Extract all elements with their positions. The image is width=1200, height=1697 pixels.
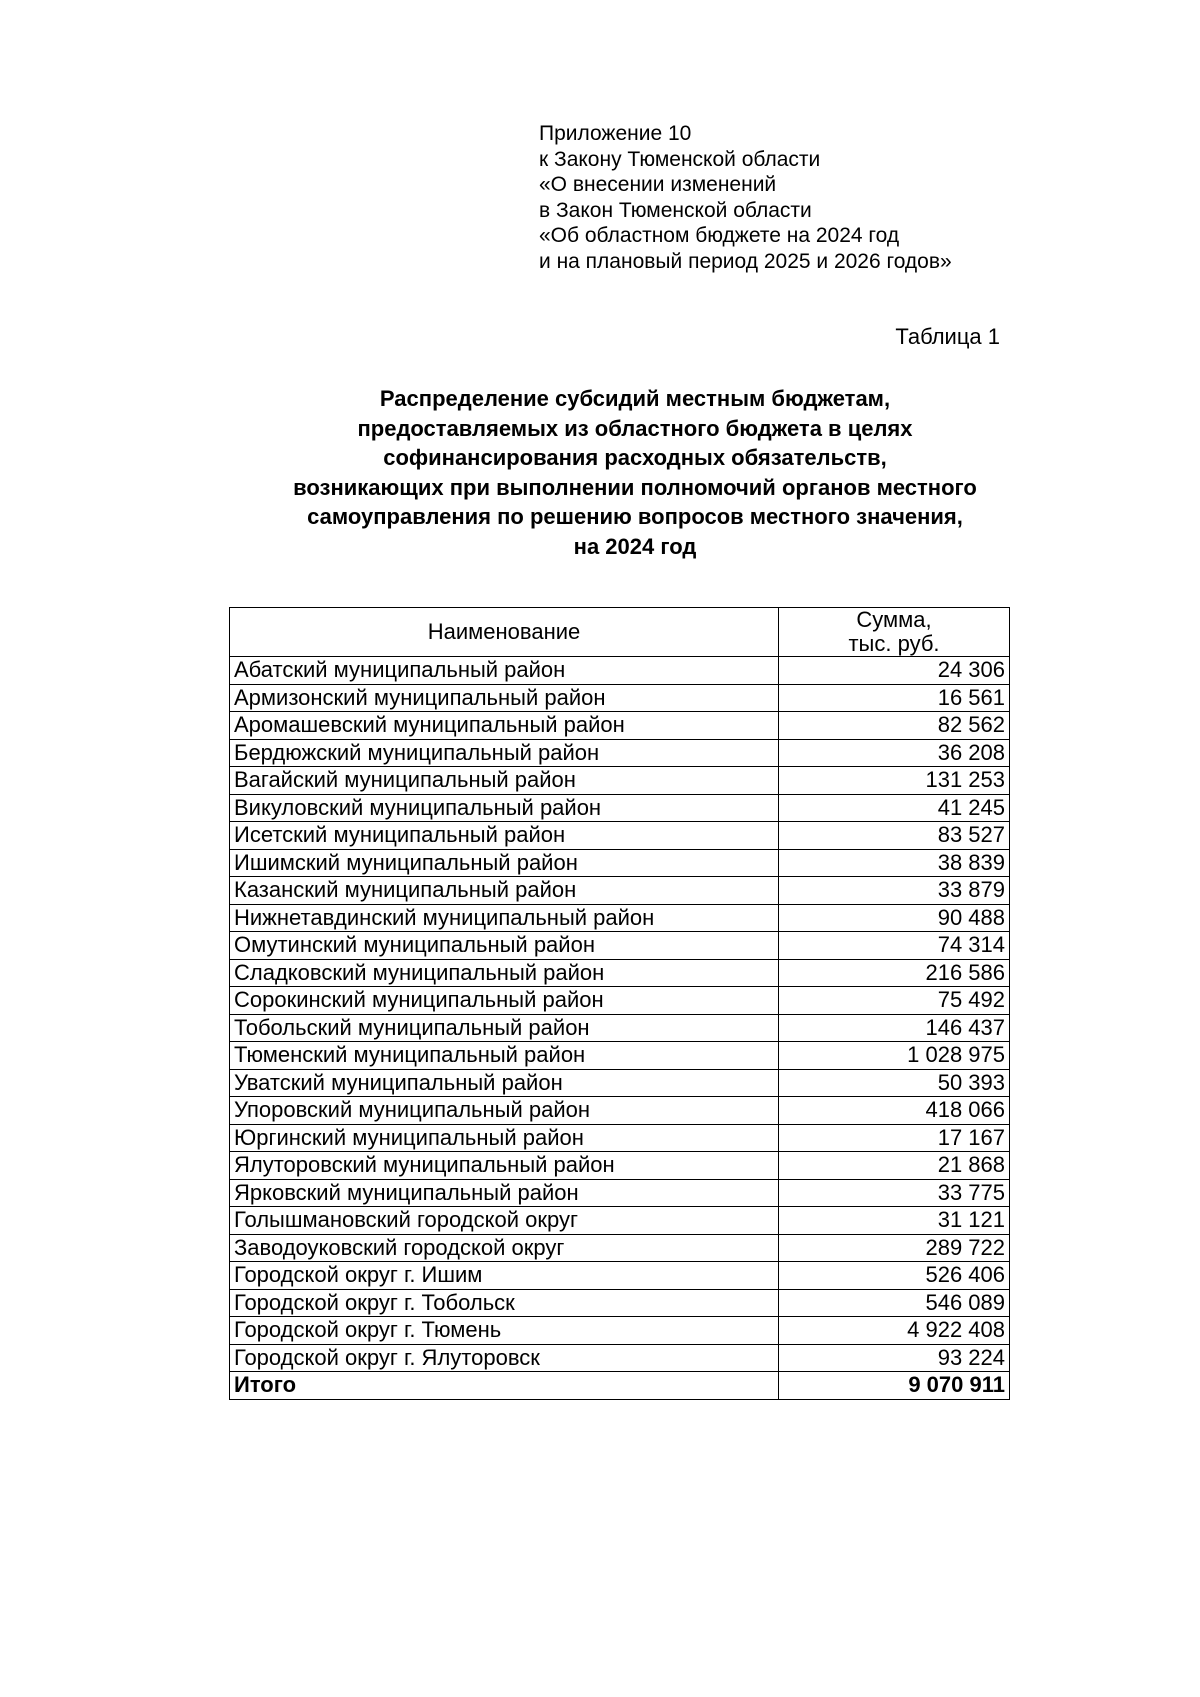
row-name: Омутинский муниципальный район: [230, 932, 779, 960]
row-name: Исетский муниципальный район: [230, 822, 779, 850]
annex-line: к Закону Тюменской области: [539, 147, 821, 171]
header-name: Наименование: [230, 608, 779, 657]
row-value: 24 306: [779, 657, 1010, 685]
row-value: 90 488: [779, 904, 1010, 932]
row-value: 82 562: [779, 712, 1010, 740]
table-row: [230, 712, 1010, 740]
row-value: 41 245: [779, 794, 1010, 822]
row-name: Викуловский муниципальный район: [230, 794, 779, 822]
row-value: 526 406: [779, 1262, 1010, 1290]
row-name: Заводоуковский городской округ: [230, 1234, 779, 1262]
row-value: 83 527: [779, 822, 1010, 850]
table-row: [230, 684, 1010, 712]
row-value: 33 775: [779, 1179, 1010, 1207]
row-name: Аромашевский муниципальный район: [230, 712, 779, 740]
annex-line: и на плановый период 2025 и 2026 годов»: [539, 249, 952, 273]
table-row: [230, 932, 1010, 960]
table-row: [230, 1124, 1010, 1152]
row-name: Казанский муниципальный район: [230, 877, 779, 905]
annex-line: Приложение 10: [539, 122, 692, 145]
row-value: 146 437: [779, 1014, 1010, 1042]
title-line: возникающих при выполнении полномочий органов местного: [293, 474, 977, 500]
table-row: [230, 1289, 1010, 1317]
table-row: [230, 1152, 1010, 1180]
row-name: Абатский муниципальный район: [230, 657, 779, 685]
row-value: 16 561: [779, 684, 1010, 712]
row-value: 31 121: [779, 1207, 1010, 1235]
header-row: [230, 608, 1010, 657]
header-sum-line: Сумма,: [856, 607, 932, 632]
row-name: Городской округ г. Тюмень: [230, 1317, 779, 1345]
row-value: 216 586: [779, 959, 1010, 987]
table-row: [230, 959, 1010, 987]
table-row: [230, 904, 1010, 932]
table-row: [230, 1262, 1010, 1290]
row-value: 74 314: [779, 932, 1010, 960]
header-sum-unit: тыс. руб.: [848, 631, 940, 656]
row-name: Нижнетавдинский муниципальный район: [230, 904, 779, 932]
table-row: [230, 849, 1010, 877]
table-row: [230, 822, 1010, 850]
row-value: 33 879: [779, 877, 1010, 905]
title-line: самоуправления по решению вопросов местного значения,: [307, 504, 963, 529]
row-name: Тобольский муниципальный район: [230, 1014, 779, 1042]
row-name: Вагайский муниципальный район: [230, 767, 779, 795]
row-name: Сорокинский муниципальный район: [230, 987, 779, 1015]
total-row: [230, 1372, 1010, 1400]
row-value: 75 492: [779, 987, 1010, 1015]
row-name: Юргинский муниципальный район: [230, 1124, 779, 1152]
title-line: софинансирования расходных обязательств,: [383, 445, 887, 470]
row-value: 546 089: [779, 1289, 1010, 1317]
table-row: [230, 1207, 1010, 1235]
row-name: Городской округ г. Ялуторовск: [230, 1344, 779, 1372]
row-name: Городской округ г. Ишим: [230, 1262, 779, 1290]
subsidy-table: [229, 607, 1010, 1400]
row-name: Городской округ г. Тобольск: [230, 1289, 779, 1317]
row-name: Бердюжский муниципальный район: [230, 739, 779, 767]
table-row: [230, 1179, 1010, 1207]
row-value: 50 393: [779, 1069, 1010, 1097]
table-row: [230, 657, 1010, 685]
annex-header: [539, 121, 952, 275]
annex-line: «О внесении изменений: [539, 173, 777, 197]
table-label: Таблица 1: [895, 324, 1000, 349]
row-value: 131 253: [779, 767, 1010, 795]
table-row: [230, 1344, 1010, 1372]
table-row: [230, 1042, 1010, 1070]
title-line: на 2024 год: [573, 533, 697, 559]
table-row: [230, 1014, 1010, 1042]
table-row: [230, 987, 1010, 1015]
row-value: 36 208: [779, 739, 1010, 767]
table-row: [230, 1097, 1010, 1125]
row-name: Голышмановский городской округ: [230, 1207, 779, 1235]
row-value: 17 167: [779, 1124, 1010, 1152]
annex-line: «Об областном бюджете на 2024 год: [539, 224, 900, 248]
total-value: 9 070 911: [779, 1372, 1010, 1400]
row-value: 418 066: [779, 1097, 1010, 1125]
annex-line: в Закон Тюменской области: [539, 198, 812, 222]
row-value: 38 839: [779, 849, 1010, 877]
row-name: Тюменский муниципальный район: [230, 1042, 779, 1070]
table-row: [230, 767, 1010, 795]
title-line: предоставляемых из областного бюджета в целях: [357, 415, 913, 441]
row-value: 21 868: [779, 1152, 1010, 1180]
table-row: [230, 794, 1010, 822]
table-row: [230, 1317, 1010, 1345]
row-name: Армизонский муниципальный район: [230, 684, 779, 712]
row-name: Уватский муниципальный район: [230, 1069, 779, 1097]
table-row: [230, 1234, 1010, 1262]
row-value: 289 722: [779, 1234, 1010, 1262]
row-name: Упоровский муниципальный район: [230, 1097, 779, 1125]
table-header: [230, 608, 1010, 657]
table-row: [230, 739, 1010, 767]
row-name: Ялуторовский муниципальный район: [230, 1152, 779, 1180]
row-value: 93 224: [779, 1344, 1010, 1372]
row-name: Сладковский муниципальный район: [230, 959, 779, 987]
row-value: 4 922 408: [779, 1317, 1010, 1345]
table-body: [230, 657, 1010, 1400]
total-label: Итого: [230, 1372, 779, 1400]
header-sum: [779, 608, 1010, 657]
table-row: [230, 1069, 1010, 1097]
document-title: [200, 384, 1070, 561]
table-row: [230, 877, 1010, 905]
title-line: Распределение субсидий местным бюджетам,: [379, 386, 891, 411]
row-name: Ишимский муниципальный район: [230, 849, 779, 877]
row-value: 1 028 975: [779, 1042, 1010, 1070]
row-name: Ярковский муниципальный район: [230, 1179, 779, 1207]
